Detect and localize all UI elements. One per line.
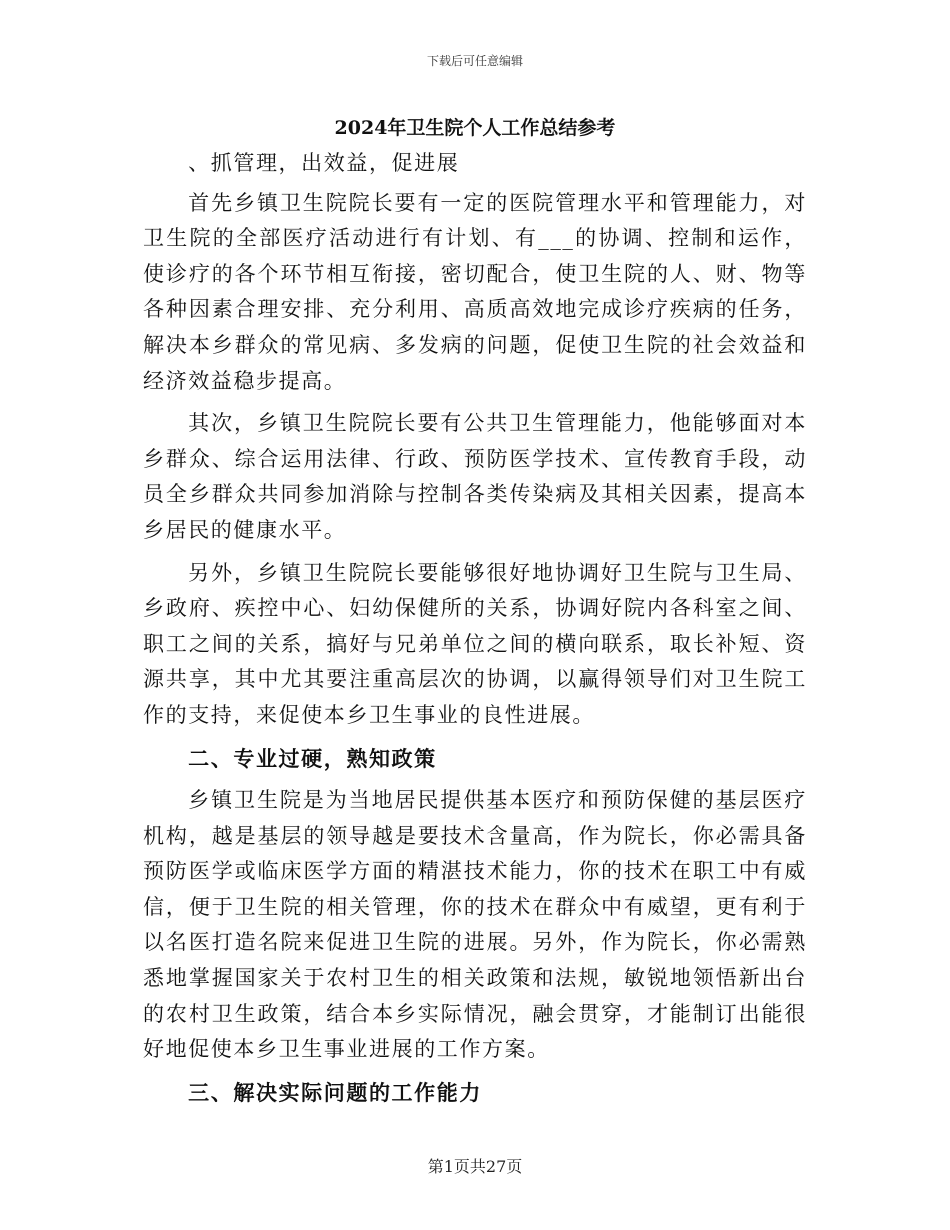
document-title: 2024年卫生院个人工作总结参考 bbox=[334, 117, 616, 139]
paragraph-professional-skills: 乡镇卫生院是为当地居民提供基本医疗和预防保健的基层医疗机构，越是基层的领导越是要技术含量高，作为院长，你必需具备预防医学或临床医学方面的精湛技术能力，你的技术在职工中有威信，便于卫生院的相关管理，你的技术在群众中有威望，更有利于以名医打造名院来促进卫生院的进展。另外，作为院长，你必需熟悉地掌握国家关于农村卫生的相关政策和法规，敏锐地领悟新出台的农村卫生政策，结合本乡实际情况，融会贯穿，才能制订出能很好地促使本乡卫生事业进展的工作方案。 bbox=[143, 788, 807, 1062]
paragraph-public-health-ability: 其次，乡镇卫生院院长要有公共卫生管理能力，他能够面对本乡群众、综合运用法律、行政、预防医学技术、宣传教育手段，动员全乡群众共同参加消除与控制各类传染病及其相关因素，提高本乡居民的健康水平。 bbox=[143, 411, 807, 542]
document-body bbox=[143, 146, 807, 1117]
paragraph-management-ability: 首先乡镇卫生院院长要有一定的医院管理水平和管理能力，对卫生院的全部医疗活动进行有计划、有___的协调、控制和运作，使诊疗的各个环节相互衔接，密切配合，使卫生院的人、财、物等各种因素合理安排、充分利用、高质高效地完成诊疗疾病的任务，解决本乡群众的常见病、多发病的问题，促使卫生院的社会效益和经济效益稳步提高。 bbox=[143, 190, 807, 393]
page-number: 第1页共27页 bbox=[427, 1157, 523, 1176]
section-2-heading: 二、专业过硬，熟知政策 bbox=[188, 745, 437, 771]
paragraph-coordination-ability: 另外，乡镇卫生院院长要能够很好地协调好卫生院与卫生局、乡政府、疾控中心、妇幼保健所的关系，协调好院内各科室之间、职工之间的关系，搞好与兄弟单位之间的横向联系，取长补短、资源共享，其中尤其要注重高层次的协调，以赢得领导们对卫生院工作的支持，来促使本乡卫生事业的良性进展。 bbox=[143, 560, 807, 727]
section-1-heading: 、抓管理，出效益，促进展 bbox=[188, 151, 460, 175]
section-3-heading: 三、解决实际问题的工作能力 bbox=[188, 1079, 482, 1105]
page-header-note: 下载后可任意编辑 bbox=[426, 54, 523, 68]
